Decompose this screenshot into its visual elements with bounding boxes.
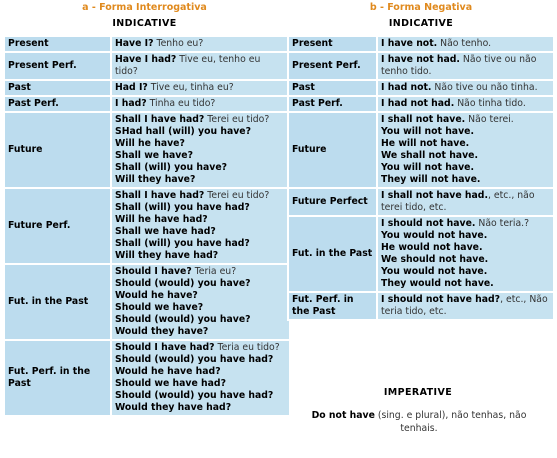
- tense-label: Past: [289, 81, 376, 95]
- english-form: Should (would) you have had?: [115, 354, 274, 365]
- conjugation-line: [115, 326, 286, 338]
- conjugation-line: [115, 54, 286, 78]
- conjugation-cell: [112, 341, 289, 415]
- portuguese-translation: Tive eu, tenho eu tido?: [115, 54, 261, 77]
- english-form: Should we have had?: [115, 378, 226, 389]
- tense-label: Future: [289, 113, 376, 187]
- conjugation-line: [381, 54, 550, 78]
- conjugation-cell: [378, 113, 553, 187]
- english-form: Shall I have had?: [115, 114, 205, 125]
- tense-label: Present Perf.: [5, 53, 110, 79]
- conjugation-line: [115, 126, 286, 138]
- english-form: He would not have.: [381, 242, 483, 253]
- interrogative-row: [5, 97, 289, 111]
- conjugation-line: [115, 214, 286, 226]
- english-form: I shall not have had.: [381, 190, 488, 201]
- tense-label: Fut. in the Past: [5, 265, 110, 339]
- conjugation-line: [381, 82, 550, 94]
- conjugation-line: [381, 38, 550, 50]
- interrogative-table-body: [5, 37, 289, 415]
- english-form: Should I have had?: [115, 342, 215, 353]
- conjugation-line: [115, 174, 286, 186]
- english-form: Would he have had?: [115, 366, 221, 377]
- portuguese-translation: , etc., não terei tido, etc.: [381, 190, 535, 213]
- english-form: Would he have?: [115, 290, 198, 301]
- conjugation-cell: [378, 37, 553, 51]
- english-form: They would not have.: [381, 278, 494, 289]
- conjugation-line: [115, 342, 286, 354]
- left-indicative-heading: INDICATIVE: [112, 18, 177, 29]
- conjugation-line: [381, 254, 550, 266]
- conjugation-cell: [378, 293, 553, 319]
- english-form: Will he have?: [115, 138, 185, 149]
- conjugation-cell: [378, 53, 553, 79]
- english-form: I had?: [115, 98, 147, 109]
- english-form: Shall we have had?: [115, 226, 216, 237]
- portuguese-translation: Tinha eu tido?: [146, 98, 216, 109]
- english-form: Shall (will) you have had?: [115, 202, 250, 213]
- english-form: Should (would) you have?: [115, 278, 251, 289]
- portuguese-translation: Não tive ou não tenho tido.: [381, 54, 537, 77]
- conjugation-line: [115, 250, 286, 262]
- interrogative-row: [5, 341, 289, 415]
- negative-row: [289, 81, 553, 95]
- english-form: Shall I have had?: [115, 190, 205, 201]
- english-form: I should not have had?: [381, 294, 501, 305]
- english-form: They will not have.: [381, 174, 481, 185]
- conjugation-line: [381, 278, 550, 290]
- conjugation-line: [115, 290, 286, 302]
- conjugation-line: [115, 302, 286, 314]
- english-form: I have not had.: [381, 54, 460, 65]
- conjugation-line: [115, 138, 286, 150]
- tense-label: Past: [5, 81, 110, 95]
- conjugation-cell: [378, 189, 553, 215]
- english-form: I should not have.: [381, 218, 476, 229]
- english-form: I had not had.: [381, 98, 455, 109]
- conjugation-line: [381, 138, 550, 150]
- tense-label: Fut. Perf. in the Past: [5, 341, 110, 415]
- negative-row: [289, 293, 553, 319]
- english-form: Had I?: [115, 82, 148, 93]
- conjugation-line: [115, 366, 286, 378]
- conjugation-line: [115, 402, 286, 414]
- english-form: Will he have had?: [115, 214, 208, 225]
- conjugation-line: [115, 202, 286, 214]
- interrogative-row: [5, 189, 289, 263]
- english-form: Will they have had?: [115, 250, 219, 261]
- portuguese-translation: Terei eu tido?: [204, 114, 270, 125]
- english-form: We should not have.: [381, 254, 489, 265]
- negative-table: [287, 35, 555, 321]
- conjugation-line: [115, 226, 286, 238]
- negative-row: [289, 189, 553, 215]
- conjugation-line: [115, 38, 286, 50]
- conjugation-cell: [378, 97, 553, 111]
- right-section-heading: b - Forma Negativa: [369, 2, 473, 13]
- portuguese-translation: Tive eu, tinha eu?: [147, 82, 234, 93]
- tense-label: Future: [5, 113, 110, 187]
- english-form: Will they have?: [115, 174, 196, 185]
- conjugation-line: [115, 278, 286, 290]
- tense-label: Present: [5, 37, 110, 51]
- imperative-text: [296, 409, 542, 435]
- conjugation-line: [115, 150, 286, 162]
- conjugation-line: [381, 218, 550, 230]
- english-form: Should (would) you have had?: [115, 390, 274, 401]
- conjugation-line: [381, 190, 550, 214]
- interrogative-row: [5, 53, 289, 79]
- english-form: Would they have had?: [115, 402, 232, 413]
- interrogative-row: [5, 265, 289, 339]
- portuguese-translation: Não terei.: [465, 114, 514, 125]
- portuguese-translation: Terei eu tido?: [204, 190, 270, 201]
- conjugation-line: [381, 98, 550, 110]
- conjugation-cell: [112, 189, 289, 263]
- english-form: Shall we have?: [115, 150, 193, 161]
- imperative-english: Do not have: [311, 410, 375, 421]
- conjugation-line: [115, 354, 286, 366]
- english-form: Shall (will) you have had?: [115, 238, 250, 249]
- portuguese-translation: Não tive ou não tinha.: [431, 82, 538, 93]
- portuguese-translation: Teria eu tido?: [214, 342, 280, 353]
- english-form: SHad hall (will) you have?: [115, 126, 251, 137]
- portuguese-translation: Não tenho.: [437, 38, 492, 49]
- conjugation-line: [115, 238, 286, 250]
- negative-row: [289, 97, 553, 111]
- conjugation-line: [381, 174, 550, 186]
- conjugation-cell: [378, 217, 553, 291]
- conjugation-line: [115, 378, 286, 390]
- interrogative-row: [5, 81, 289, 95]
- imperative-portuguese: (sing. e plural), não tenhas, não tenhais.: [374, 410, 527, 434]
- imperative-heading: IMPERATIVE: [383, 387, 453, 398]
- conjugation-line: [381, 230, 550, 242]
- conjugation-line: [381, 266, 550, 278]
- conjugation-line: [115, 314, 286, 326]
- portuguese-translation: Tenho eu?: [153, 38, 204, 49]
- conjugation-cell: [112, 113, 289, 187]
- portuguese-translation: Teria eu?: [191, 266, 237, 277]
- english-form: Should we have?: [115, 302, 204, 313]
- right-indicative-heading: INDICATIVE: [388, 18, 454, 29]
- english-form: We shall not have.: [381, 150, 478, 161]
- portuguese-translation: Não teria.?: [475, 218, 530, 229]
- english-form: You would not have.: [381, 230, 488, 241]
- english-form: You will not have.: [381, 162, 474, 173]
- english-form: You would not have.: [381, 266, 488, 277]
- tense-label: Past Perf.: [5, 97, 110, 111]
- conjugation-cell: [112, 53, 289, 79]
- interrogative-row: [5, 37, 289, 51]
- tense-label: Fut. in the Past: [289, 217, 376, 291]
- conjugation-line: [381, 150, 550, 162]
- english-form: I have not.: [381, 38, 438, 49]
- conjugation-line: [115, 390, 286, 402]
- conjugation-line: [115, 114, 286, 126]
- english-form: Would they have?: [115, 326, 209, 337]
- english-form: Have I?: [115, 38, 154, 49]
- left-section-heading: a - Forma Interrogativa: [82, 2, 207, 13]
- negative-row: [289, 37, 553, 51]
- conjugation-line: [115, 190, 286, 202]
- conjugation-line: [115, 162, 286, 174]
- portuguese-translation: Não tinha tido.: [454, 98, 526, 109]
- conjugation-line: [381, 126, 550, 138]
- english-form: He will not have.: [381, 138, 470, 149]
- english-form: Should I have?: [115, 266, 192, 277]
- interrogative-row: [5, 113, 289, 187]
- tense-label: Present: [289, 37, 376, 51]
- conjugation-line: [115, 98, 286, 110]
- english-form: Have I had?: [115, 54, 177, 65]
- conjugation-line: [381, 162, 550, 174]
- tense-label: Past Perf.: [289, 97, 376, 111]
- negative-row: [289, 113, 553, 187]
- tense-label: Fut. Perf. in the Past: [289, 293, 376, 319]
- tense-label: Future Perf.: [5, 189, 110, 263]
- conjugation-cell: [112, 265, 289, 339]
- conjugation-line: [115, 266, 286, 278]
- conjugation-line: [381, 114, 550, 126]
- conjugation-line: [381, 294, 550, 318]
- english-form: I shall not have.: [381, 114, 466, 125]
- tense-label: Present Perf.: [289, 53, 376, 79]
- negative-row: [289, 53, 553, 79]
- tense-label: Future Perfect: [289, 189, 376, 215]
- conjugation-line: [381, 242, 550, 254]
- portuguese-translation: , etc., Não teria tido, etc.: [381, 294, 548, 317]
- english-form: Shall (will) you have?: [115, 162, 228, 173]
- english-form: I had not.: [381, 82, 432, 93]
- conjugation-cell: [112, 97, 289, 111]
- conjugation-cell: [378, 81, 553, 95]
- conjugation-line: [115, 82, 286, 94]
- negative-row: [289, 217, 553, 291]
- conjugation-cell: [112, 81, 289, 95]
- negative-table-body: [289, 37, 553, 319]
- english-form: Should (would) you have?: [115, 314, 251, 325]
- interrogative-table: [3, 35, 291, 417]
- english-form: You will not have.: [381, 126, 474, 137]
- conjugation-cell: [112, 37, 289, 51]
